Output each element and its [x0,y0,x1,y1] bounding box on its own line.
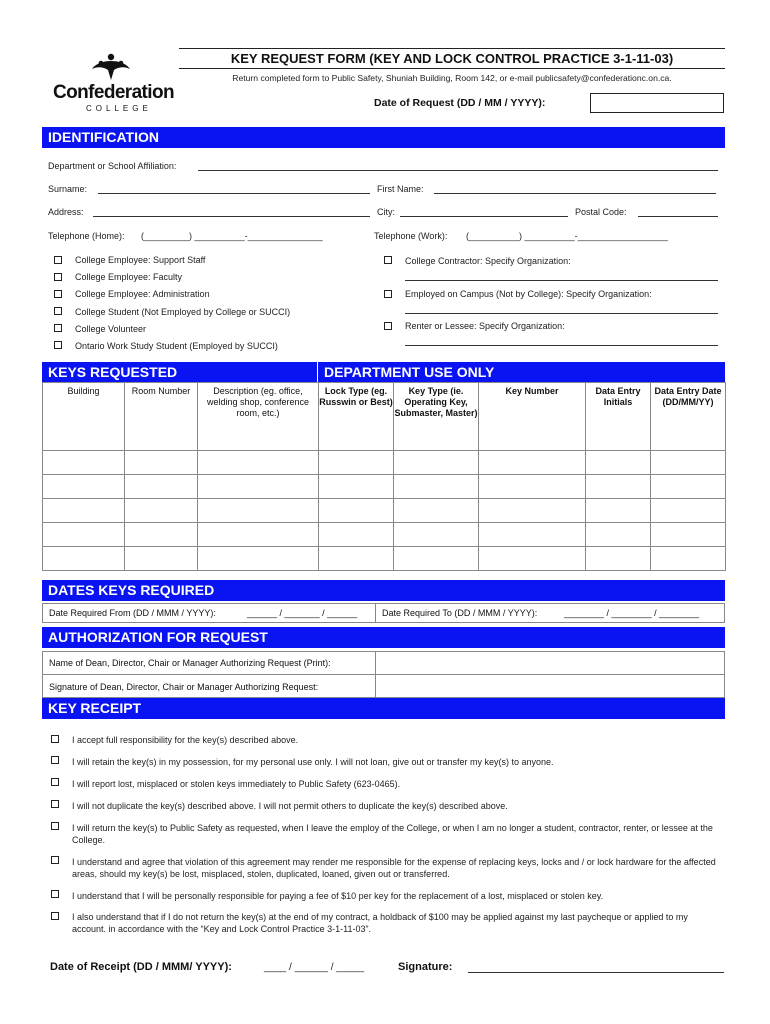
first-name-label: First Name: [377,184,424,194]
option-renter: Renter or Lessee: Specify Organization: [405,321,565,331]
receipt-statement-3: I will report lost, misplaced or stolen keys immediately to Public Safety (623-0465). [72,779,401,789]
table-row [43,499,726,523]
telephone-home-label: Telephone (Home): [48,231,125,241]
keys-requested-heading: KEYS REQUESTED [42,362,317,383]
identification-heading: IDENTIFICATION [42,127,725,148]
address-label: Address: [48,207,84,217]
checkbox-renter[interactable] [384,322,392,330]
checkbox-support-staff[interactable] [54,256,62,264]
department-label: Department or School Affiliation: [48,161,177,171]
col-description: Description (eg. office, welding shop, conference room, etc.) [198,383,319,451]
date-from-field[interactable]: ______ / _______ / ______ [247,608,358,618]
city-field[interactable] [400,216,568,217]
surname-field[interactable] [98,193,370,194]
col-data-entry-date: Data Entry Date (DD/MM/YY) [651,383,726,451]
col-room-number: Room Number [125,383,198,451]
signature-field[interactable] [468,972,724,973]
col-lock-type: Lock Type (eg. Russwin or Best) [319,383,394,451]
authorization-heading: AUTHORIZATION FOR REQUEST [42,627,725,648]
table-row [43,475,726,499]
college-logo [48,52,178,118]
authorizer-signature-field[interactable] [376,675,724,697]
renter-organization-field[interactable] [405,345,718,346]
table-row [43,547,726,571]
receipt-statement-1: I accept full responsibility for the key(s) described above. [72,735,299,745]
logo-emblem-icon [90,52,132,82]
checkbox-volunteer[interactable] [54,324,62,332]
department-use-heading: DEPARTMENT USE ONLY [318,362,725,383]
option-employed-on-campus: Employed on Campus (Not by College): Specify Organization: [405,289,652,299]
col-key-type: Key Type (ie. Operating Key, Submaster, Master) [394,383,479,451]
dates-heading: DATES KEYS REQUIRED [42,580,725,601]
checkbox-receipt-5[interactable] [51,822,59,830]
keys-table [42,382,726,571]
surname-label: Surname: [48,184,88,194]
return-instructions: Return completed form to Public Safety, Shuniah Building, Room 142, or e-mail publicsafety@confederationc.on.ca. [232,73,672,83]
option-volunteer: College Volunteer [75,324,147,334]
option-faculty: College Employee: Faculty [75,272,183,282]
option-support-staff: College Employee: Support Staff [75,255,206,265]
col-data-entry-initials: Data Entry Initials [586,383,651,451]
receipt-statement-2: I will retain the key(s) in my possession, for my personal use only. I will not loan, give out or transfer my key(s) to anyone. [72,757,554,767]
table-row [43,523,726,547]
date-to-field[interactable]: ________ / ________ / ________ [564,608,700,618]
authorizer-name-row [42,651,725,675]
checkbox-student[interactable] [54,307,62,315]
receipt-statement-8: I also understand that if I do not return the key(s) at the end of my contract, a holdback of $100 may be applied against my last paycheque or applied to my account. in accordance with the “Key and Lock Control Practice 3-1-11-03”. [72,912,688,934]
option-contractor: College Contractor: Specify Organization: [405,256,571,266]
authorizer-name-field[interactable] [376,652,724,674]
logo-college: COLLEGE [86,104,152,113]
checkbox-receipt-2[interactable] [51,756,59,764]
checkbox-contractor[interactable] [384,256,392,264]
col-building: Building [43,383,125,451]
key-receipt-heading: KEY RECEIPT [42,698,725,719]
date-from-label: Date Required From (DD / MMM / YYYY): [49,608,216,618]
form-title: KEY REQUEST FORM (KEY AND LOCK CONTROL PRACTICE 3-1-11-03) [179,48,725,69]
checkbox-receipt-7[interactable] [51,890,59,898]
receipt-statement-7: I understand that I will be personally responsible for paying a fee of $10 per key for the replacement of a lost, misplaced or stolen key. [72,891,604,901]
table-row [43,451,726,475]
dates-row [42,603,725,623]
telephone-home-field[interactable]: (_________) __________-_______________ [141,231,323,241]
authorizer-signature-label: Signature of Dean, Director, Chair or Manager Authorizing Request: [49,682,319,692]
telephone-work-field[interactable]: (__________) __________-__________________ [466,231,668,241]
employed-organization-field[interactable] [405,313,718,314]
checkbox-receipt-8[interactable] [51,912,59,920]
receipt-statement-4: I will not duplicate the key(s) described above. I will not permit others to duplicate the key(s) described above. [72,801,508,811]
date-of-receipt-label: Date of Receipt (DD / MMM/ YYYY): [50,961,232,973]
postal-code-field[interactable] [638,216,718,217]
checkbox-receipt-3[interactable] [51,778,59,786]
option-work-study: Ontario Work Study Student (Employed by SUCCI) [75,341,278,351]
checkbox-receipt-4[interactable] [51,800,59,808]
authorizer-name-label: Name of Dean, Director, Chair or Manager Authorizing Request (Print): [49,658,331,668]
checkbox-work-study[interactable] [54,341,62,349]
authorizer-signature-row [42,674,725,698]
option-student: College Student (Not Employed by College or SUCCI) [75,307,291,317]
checkbox-employed-on-campus[interactable] [384,290,392,298]
date-of-request-label: Date of Request (DD / MM / YYYY): [374,97,546,109]
signature-label: Signature: [398,961,453,973]
checkbox-receipt-1[interactable] [51,735,59,743]
col-key-number: Key Number [479,383,586,451]
contractor-organization-field[interactable] [405,280,718,281]
option-administration: College Employee: Administration [75,289,210,299]
postal-code-label: Postal Code: [575,207,627,217]
department-field[interactable] [198,170,718,171]
checkbox-administration[interactable] [54,290,62,298]
address-field[interactable] [93,216,370,217]
checkbox-receipt-6[interactable] [51,856,59,864]
checkbox-faculty[interactable] [54,273,62,281]
date-of-receipt-field[interactable]: ____ / ______ / _____ [264,962,365,973]
telephone-work-label: Telephone (Work): [374,231,448,241]
logo-name: Confederation [53,82,174,103]
first-name-field[interactable] [434,193,716,194]
date-of-request-field[interactable] [590,93,724,113]
city-label: City: [377,207,395,217]
receipt-statement-5: I will return the key(s) to Public Safety as requested, when I leave the employ of the College, or when I am no longer a student, contractor, renter, or lessee at the College. [72,823,713,845]
receipt-statement-6: I understand and agree that violation of this agreement may render me responsible for the expense of replacing keys, locks and / or lock hardware for the affected areas, should my key(s) be lost, misplaced, stolen, duplicated, loaned, given out or transferred. [72,857,716,879]
date-to-label: Date Required To (DD / MMM / YYYY): [382,608,538,618]
